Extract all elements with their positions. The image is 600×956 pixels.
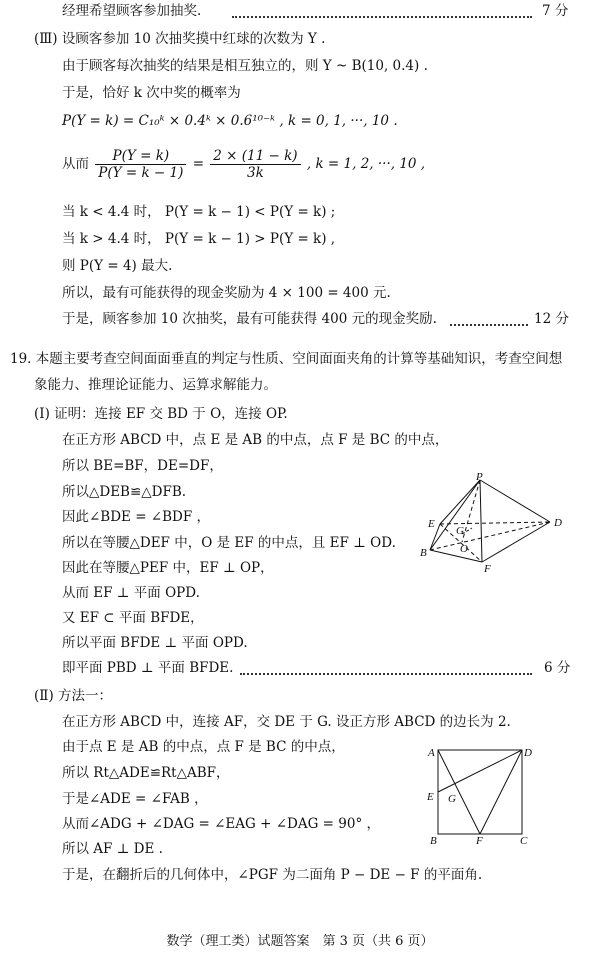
text-line: 因此∠BDE = ∠BDF ，	[62, 509, 211, 525]
fraction	[95, 148, 186, 181]
score-mark: 6 分	[544, 660, 571, 676]
text-line: 所以 Rt△ADE≌Rt△ABF，	[62, 765, 230, 781]
vertex-label: D	[524, 747, 532, 759]
vertex-label: F	[484, 563, 491, 575]
text-line: 于是∠ADE = ∠FAB ，	[62, 791, 208, 807]
pyramid-figure	[420, 472, 580, 582]
vertex-label: D	[554, 517, 562, 529]
text-line: 所以平面 BFDE ⊥ 平面 OPD.	[62, 635, 248, 651]
dot-leader	[450, 324, 528, 326]
vertex-label: E	[428, 518, 435, 530]
fraction-denominator: 3k	[247, 165, 264, 181]
formula-line: P(Y = k) = C₁₀ᵏ × 0.4ᵏ × 0.6¹⁰⁻ᵏ , k = 0, 1, ···, 10 .	[62, 113, 398, 129]
dot-leader	[232, 16, 532, 18]
text-line: (Ⅱ) 方法一：	[34, 688, 113, 704]
text-line: 当 k > 4.4 时， P(Y = k − 1) > P(Y = k) ,	[62, 231, 336, 247]
vertex-label: G	[448, 793, 456, 805]
text-line: 在正方形 ABCD 中，点 E 是 AB 的中点，点 F 是 BC 的中点，	[62, 432, 449, 448]
text-line: 所以 BE=BF，DE=DF，	[62, 458, 223, 474]
vertex-label: B	[420, 547, 427, 559]
text-line: 由于顾客每次抽奖的结果是相互独立的，则 Y ~ B(10, 0.4) .	[62, 58, 428, 74]
square-figure	[424, 742, 536, 848]
question-header: 象能力、推理论证能力、运算求解能力。	[34, 377, 277, 393]
formula-line	[62, 148, 425, 181]
text-line: 由于点 E 是 AB 的中点，点 F 是 BC 的中点，	[62, 739, 345, 755]
equals-sign: =	[192, 156, 204, 172]
fraction-numerator: 2 × (11 − k)	[210, 148, 300, 165]
text-line: 经理希望顾客参加抽奖.	[62, 3, 202, 19]
score-mark: 12 分	[534, 311, 569, 327]
question-header: 19. 本题主要考查空间面面垂直的判定与性质、空间面面夹角的计算等基础知识，考查空间想	[10, 351, 563, 367]
vertex-label: A	[428, 747, 435, 759]
vertex-label: C	[520, 835, 528, 847]
score-mark: 7 分	[542, 3, 569, 19]
text-suffix: , k = 1, 2, ···, 10 ,	[306, 156, 426, 172]
vertex-label: F	[476, 835, 483, 847]
text-line: 所以 AF ⊥ DE .	[62, 841, 163, 857]
text-line: 当 k < 4.4 时， P(Y = k − 1) < P(Y = k) ;	[62, 204, 336, 220]
vertex-label: E	[427, 791, 434, 803]
text-line: (Ⅲ) 设顾客参加 10 次抽奖摸中红球的次数为 Y .	[34, 31, 326, 47]
text-line: 因此在等腰△PEF 中，EF ⊥ OP，	[62, 560, 274, 576]
text-line: 于是，在翻折后的几何体中，∠PGF 为二面角 P − DE − F 的平面角.	[62, 867, 483, 883]
text-prefix: 从而	[62, 156, 89, 172]
text-line: 所以△DEB≌△DFB.	[62, 484, 187, 500]
text-line: (Ⅰ) 证明：连接 EF 交 BD 于 O，连接 OP.	[34, 406, 288, 422]
fraction	[210, 148, 300, 181]
text-line: 从而 EF ⊥ 平面 OPD.	[62, 585, 200, 601]
text-line: 又 EF ⊂ 平面 BFDE，	[62, 610, 204, 626]
fraction-numerator: P(Y = k)	[95, 148, 186, 165]
text-line: 在正方形 ABCD 中，连接 AF，交 DE 于 G. 设正方形 ABCD 的边长为 2.	[62, 714, 511, 730]
text-line: 则 P(Y = 4) 最大.	[62, 258, 173, 274]
fraction-denominator: P(Y = k − 1)	[98, 165, 184, 181]
text-line: 从而∠ADG + ∠DAG = ∠EAG + ∠DAG = 90° ，	[62, 816, 381, 832]
vertex-label: P	[476, 472, 483, 483]
text-line: 于是，恰好 k 次中奖的概率为	[62, 85, 241, 101]
text-line: 即平面 PBD ⊥ 平面 BFDE.	[62, 660, 234, 676]
vertex-label: B	[430, 835, 437, 847]
text-line: 所以，最有可能获得的现金奖励为 4 × 100 = 400 元.	[62, 285, 391, 301]
dot-leader	[240, 673, 532, 675]
text-line: 所以在等腰△DEF 中，O 是 EF 的中点，且 EF ⊥ OD.	[62, 535, 396, 551]
text-line: 于是，顾客参加 10 次抽奖，最有可能获得 400 元的现金奖励.	[62, 311, 437, 327]
vertex-label: O	[460, 543, 468, 555]
page-footer: 数学（理工类）试题答案 第 3 页（共 6 页）	[166, 934, 434, 949]
vertex-label: G	[456, 525, 464, 537]
